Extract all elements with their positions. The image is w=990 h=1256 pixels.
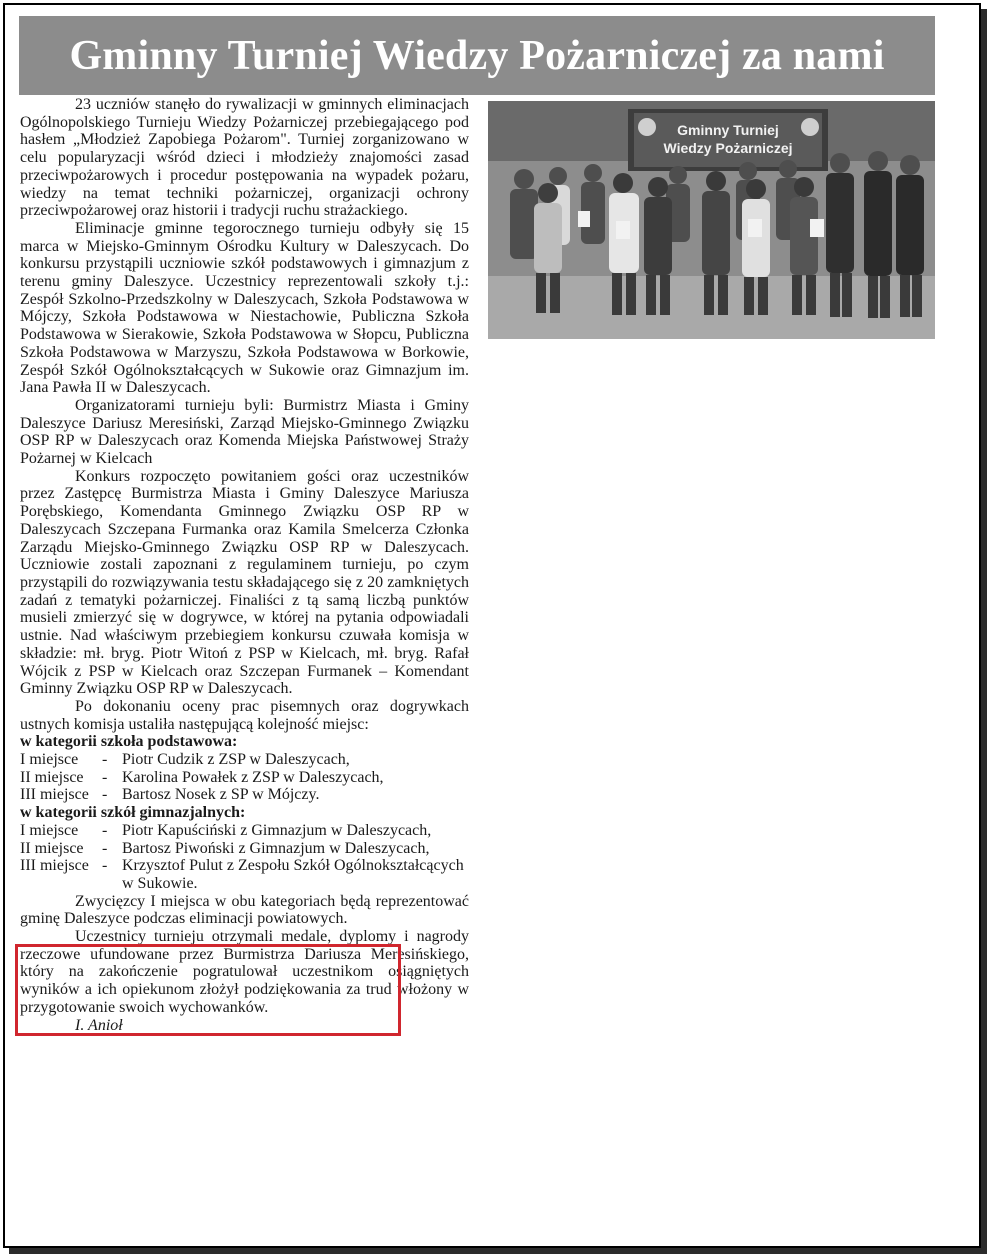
emblem-icon [801,118,819,136]
result-row [20,840,469,858]
place-label: II miejsce [20,768,84,786]
paragraph-organizers: Organizatorami turnieju byli: Burmistrz Miasta i Gminy Daleszyce Dariusz Meresiński, Zarząd Miejsko-Gminnego Związku OSP RP w Daleszycach oraz Komenda Miejska Państwowej Straży Pożarnej w Kielcach [20,396,469,468]
category-secondary-heading: w kategorii szkół gimnazjalnych: [20,804,246,822]
banner-line-2: Wiedzy Pożarniczej [663,140,793,156]
paragraph-results-intro: Po dokonaniu oceny prac pisemnych oraz dogrywkach ustnych komisja ustaliła następującą kolejność miejsc: [20,697,469,733]
result-row [20,822,469,840]
place-label: I miejsce [20,751,79,769]
paragraph-eliminations: Eliminacje gminne tegorocznego turnieju odbyły się 15 marca w Miejsko-Gminnym Ośrodku Kultury w Daleszycach. Do konkursu przystąpili uczniowie szkół podstawowych i gimnazjum z terenu gminy Daleszyce. Uczestnicy reprezentowali szkoły t.j.: Zespół Szkolno-Przedszkolny w Daleszycach, Szkoła Podstawowa w Mójczy, Szkoła Podstawowa w Niestachowie, Publiczna Szkoła Podstawowa w Sierakowie, Szkoła Podstawowa w Słopcu, Publiczna Szkoła Podstawowa w Marzyszu, Szkoła Podstawowa w Borkowie, Zespół Szkół Ogólnokształcących w Sukowie oraz Gimnazjum im. Jana Pawła II w Daleszycach. [20,219,469,397]
winner-name: Krzysztof Pulut z Zespołu Szkół Ogólnokształcących w Sukowie. [122,857,464,892]
emblem-icon [638,118,656,136]
place-dash: - [102,821,108,839]
winner-name: Bartosz Nosek z SP w Mójczy. [122,786,320,804]
place-label: III miejsce [20,786,89,804]
place-dash: - [102,768,108,786]
category-primary-heading: w kategorii szkoła podstawowa: [20,733,238,751]
result-row [20,751,469,769]
newspaper-page [3,3,981,1248]
group-photo [488,101,935,339]
paragraph-awards: Uczestnicy turnieju otrzymali medale, dyplomy i nagrody rzeczowe ufundowane przez Burmistrza Dariusza Meresińskiego, który na zakończenie pogratulował uczestnikom osiągniętych wyników a ich opiekunom złożył podziękowania za trud włożony w przygotowanie swoich wychowanków. [20,928,469,1016]
paragraph-winners: Zwycięzcy I miejsca w obu kategoriach będą reprezentować gminę Daleszyce podczas eliminacji powiatowych. [20,892,469,928]
place-dash: - [102,751,108,769]
place-dash: - [102,786,108,804]
result-row [20,857,469,892]
winner-name: Karolina Powałek z ZSP w Daleszycach, [122,768,384,786]
place-label: II miejsce [20,839,84,857]
result-row [20,769,469,787]
paragraph-intro: 23 uczniów stanęło do rywalizacji w gminnych eliminacjach Ogólnopolskiego Turnieju Wiedzy Pożarniczej przebiegającego pod hasłem „Młodzież Zapobiega Pożarom". Turniej zorganizowano w celu popularyzacji wśród dzieci i młodzieży znajomości zasad przeciwpożarowych i procedur postępowania na wypadek pożaru, wiedzy na temat techniki pożarniczej, organizacji ochrony przeciwpożarowej oraz historii i tradycji ruchu strażackiego. [20,96,469,220]
article-title: Gminny Turniej Wiedzy Pożarniczej za nami [69,32,885,79]
article-body [20,96,469,1034]
title-banner [19,16,935,95]
winner-name: Bartosz Piwoński z Gimnazjum w Daleszycach, [122,839,430,857]
winner-name: Piotr Kapuściński z Gimnazjum w Daleszycach, [122,821,432,839]
author-signature: I. Anioł [75,1016,123,1034]
result-row [20,786,469,804]
place-dash: - [102,857,108,875]
photo-illustration [488,101,935,339]
place-label: I miejsce [20,821,79,839]
winner-name: Piotr Cudzik z ZSP w Daleszycach, [122,751,350,769]
place-label: III miejsce [20,857,89,875]
paragraph-contest: Konkurs rozpoczęto powitaniem gości oraz uczestników przez Zastępcę Burmistrza Miasta i Gminy Daleszyce Mariusza Porębskiego, Komendanta Gminnego Związku OSP RP w Daleszycach Szczepana Furmanka oraz Kamila Smelcerza Członka Zarządu Miejsko-Gminnego Związku OSP RP w Daleszycach. Uczniowie zostali zapoznani z regulaminem turnieju, po czym przystąpili do rozwiązywania testu składającego się z 20 zamkniętych zadań z tematyki pożarniczej. Finaliści z tą samą liczbą punktów musieli zmierzyć się w dogrywce, w której na pytania odpowiadali ustnie. Nad właściwym przebiegiem konkursu czuwała komisja w składzie: mł. bryg. Piotr Witoń z PSP w Kielcach, mł. bryg. Rafał Wójcik z PSP w Kielcach oraz Szczepan Furmanek – Komendant Gminny Związku OSP RP w Daleszycach. [20,467,469,698]
banner-line-1: Gminny Turniej [677,122,779,138]
place-dash: - [102,839,108,857]
